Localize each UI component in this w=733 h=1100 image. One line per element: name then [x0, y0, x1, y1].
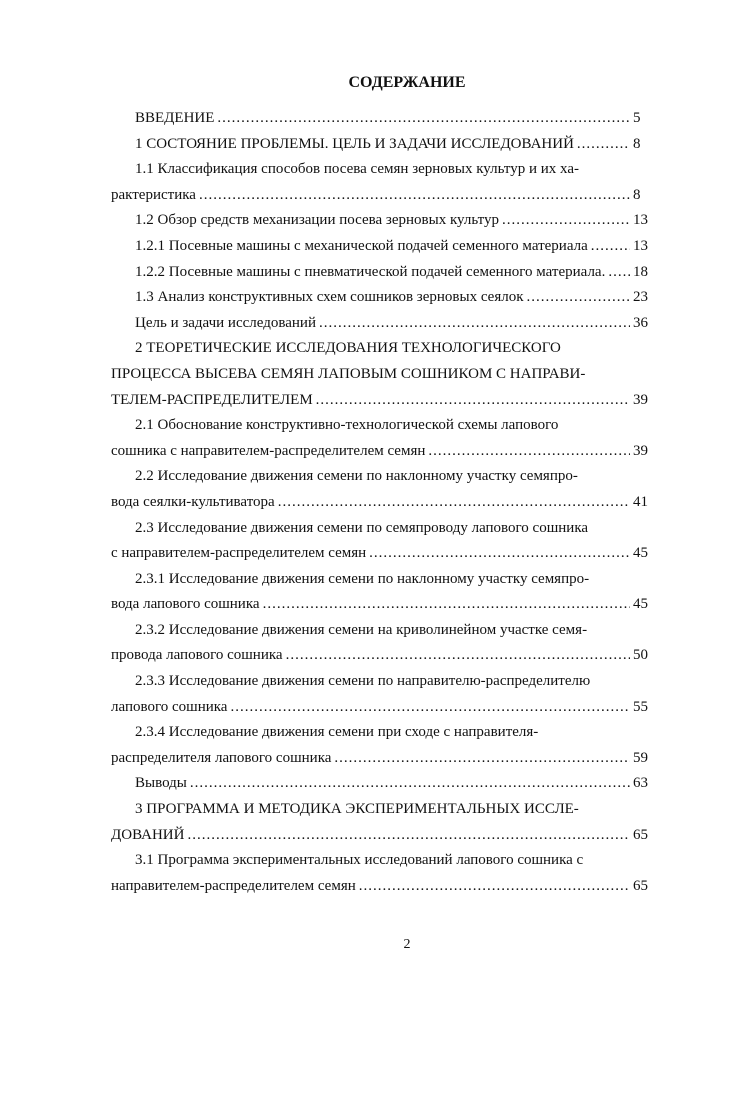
dot-leader [278, 490, 630, 516]
toc-page-number: 13 [633, 212, 648, 229]
dot-leader [591, 234, 630, 260]
toc-entry-row [111, 234, 659, 260]
toc-entry-text: ВВЕДЕНИЕ [135, 110, 215, 126]
toc-entry[interactable] [111, 285, 659, 311]
toc-entry-text: лапового сошника [111, 698, 228, 715]
dot-leader [286, 643, 630, 669]
toc-entry-text: 2.3.4 Исследование движения семени при сходе с направителя- [135, 724, 539, 741]
toc-entry-text: 2.1 Обоснование конструктивно-технологической схемы лапового [135, 417, 559, 434]
toc-entry[interactable] [111, 848, 659, 899]
toc-entry-text: 1.2 Обзор средств механизации посева зерновых культур [135, 212, 499, 229]
toc-entry-text: 1.2.1 Посевные машины с механической подачей семенного материала [135, 237, 588, 254]
toc-entry[interactable] [111, 413, 659, 464]
toc-entry-text: рактеристика [111, 186, 196, 203]
toc-entry[interactable] [111, 797, 659, 848]
toc-entry-text: 2.2 Исследование движения семени по наклонному участку семяпро- [135, 468, 578, 485]
toc-entry-row [111, 490, 659, 516]
toc-entry[interactable] [111, 208, 659, 234]
dot-leader [527, 285, 631, 311]
toc-entry-row [111, 643, 659, 669]
toc-entry-row [111, 260, 659, 286]
dot-leader [577, 132, 630, 158]
toc-entry-text: 2.3.2 Исследование движения семени на криволинейном участке семя- [135, 621, 588, 638]
toc-page-number: 45 [633, 596, 648, 613]
toc-entry[interactable] [111, 669, 659, 720]
toc-entry[interactable] [111, 336, 659, 413]
dot-leader [334, 746, 630, 772]
toc-entry[interactable] [111, 720, 659, 771]
toc-entry[interactable] [111, 234, 659, 260]
toc-page-number: 65 [633, 877, 648, 894]
toc-entry-text: распределителя лапового сошника [111, 749, 332, 766]
toc-entry[interactable] [111, 311, 659, 337]
toc-entry-row [111, 106, 659, 132]
dot-leader [199, 183, 630, 209]
toc-entry-row [111, 311, 659, 337]
toc-entry-row [111, 132, 659, 158]
toc-entry[interactable] [111, 260, 659, 286]
toc-page-number: 59 [633, 749, 648, 766]
toc-entry-text: вода лапового сошника [111, 596, 260, 613]
toc-page-number: 36 [633, 314, 648, 331]
toc-entry[interactable] [111, 464, 659, 515]
page-title: СОДЕРЖАНИЕ [348, 74, 466, 91]
toc-page-number: 41 [633, 493, 648, 510]
toc-page-number: 50 [633, 647, 648, 664]
toc-entry[interactable] [111, 618, 659, 669]
toc-entry-row [111, 874, 659, 900]
toc-entry-text: 2.3.1 Исследование движения семени по наклонному участку семяпро- [135, 570, 590, 587]
toc-entry-text: с направителем-распределителем семян [111, 545, 367, 562]
toc-entry-row [111, 208, 659, 234]
dot-leader [230, 695, 630, 721]
dot-leader [359, 874, 630, 900]
toc-page-number: 63 [633, 775, 648, 792]
toc-entry-row [111, 439, 659, 465]
toc-entry-row [111, 285, 659, 311]
toc-entry[interactable] [111, 516, 659, 567]
toc-page-number: 39 [633, 442, 648, 459]
dot-leader [190, 771, 630, 797]
dot-leader [608, 260, 630, 286]
toc-entry-text: направителем-распределителем семян [111, 877, 356, 894]
dot-leader [319, 311, 630, 337]
dot-leader [428, 439, 630, 465]
toc-entry-row [111, 823, 659, 849]
toc-entry-text: сошника с направителем-распределителем семян [111, 442, 426, 459]
toc-entry-row [111, 746, 659, 772]
toc-entry-row [111, 541, 659, 567]
toc-page-number: 13 [633, 237, 648, 254]
toc-page-number: 45 [633, 545, 648, 562]
dot-leader [187, 823, 630, 849]
toc-page-number: 55 [633, 698, 648, 715]
toc-entry-text: 2.3.3 Исследование движения семени по направителю-распределителю [135, 673, 591, 690]
toc-entry-text: 3.1 Программа экспериментальных исследований лапового сошника с [135, 852, 584, 869]
toc-page-number: 23 [633, 289, 648, 306]
toc-entry-text: 1 СОСТОЯНИЕ ПРОБЛЕМЫ. ЦЕЛЬ И ЗАДАЧИ ИССЛЕДОВАНИЙ [135, 135, 574, 152]
toc-entry[interactable] [111, 157, 659, 208]
toc-entry-row [111, 183, 659, 209]
toc-entry-text: Выводы [135, 775, 187, 792]
toc-entry-text: 2 ТЕОРЕТИЧЕСКИЕ ИССЛЕДОВАНИЯ ТЕХНОЛОГИЧЕСКОГО [135, 340, 561, 357]
table-of-contents [111, 106, 659, 899]
toc-entry-text: ПРОЦЕССА ВЫСЕВА СЕМЯН ЛАПОВЫМ СОШНИКОМ С НАПРАВИ- [111, 365, 586, 382]
dot-leader [502, 208, 630, 234]
toc-entry-row [111, 592, 659, 618]
page-number: 2 [403, 937, 411, 952]
toc-entry-text: вода сеялки-культиватора [111, 493, 275, 510]
toc-entry-row [111, 771, 659, 797]
toc-entry[interactable] [111, 132, 659, 158]
dot-leader [316, 388, 630, 414]
dot-leader [217, 106, 630, 132]
toc-entry[interactable] [111, 771, 659, 797]
toc-page-number: 8 [633, 135, 641, 152]
toc-entry-text: 1.3 Анализ конструктивных схем сошников зерновых сеялок [135, 289, 524, 306]
toc-entry-text: ТЕЛЕМ-РАСПРЕДЕЛИТЕЛЕМ [111, 391, 313, 408]
toc-entry-text: 1.2.2 Посевные машины с пневматической подачей семенного материала. [135, 263, 606, 280]
toc-page-number: 18 [633, 263, 648, 280]
toc-entry-text: ДОВАНИЙ [111, 826, 185, 843]
toc-entry-text: Цель и задачи исследований [135, 314, 316, 331]
toc-entry-row [111, 695, 659, 721]
toc-entry-text: 1.1 Классификация способов посева семян зерновых культур и их ха- [135, 161, 580, 178]
toc-page-number: 5 [633, 110, 641, 126]
toc-entry-text: 2.3 Исследование движения семени по семяпроводу лапового сошника [135, 519, 589, 536]
toc-page-number: 8 [633, 186, 641, 203]
toc-entry[interactable] [111, 106, 659, 132]
toc-entry-text: 3 ПРОГРАММА И МЕТОДИКА ЭКСПЕРИМЕНТАЛЬНЫХ ИССЛЕ- [135, 801, 579, 818]
dot-leader [369, 541, 630, 567]
toc-entry-text: провода лапового сошника [111, 647, 283, 664]
toc-page-number: 39 [633, 391, 648, 408]
dot-leader [263, 592, 630, 618]
toc-entry[interactable] [111, 567, 659, 618]
toc-page-number: 65 [633, 826, 648, 843]
toc-entry-row [111, 388, 659, 414]
